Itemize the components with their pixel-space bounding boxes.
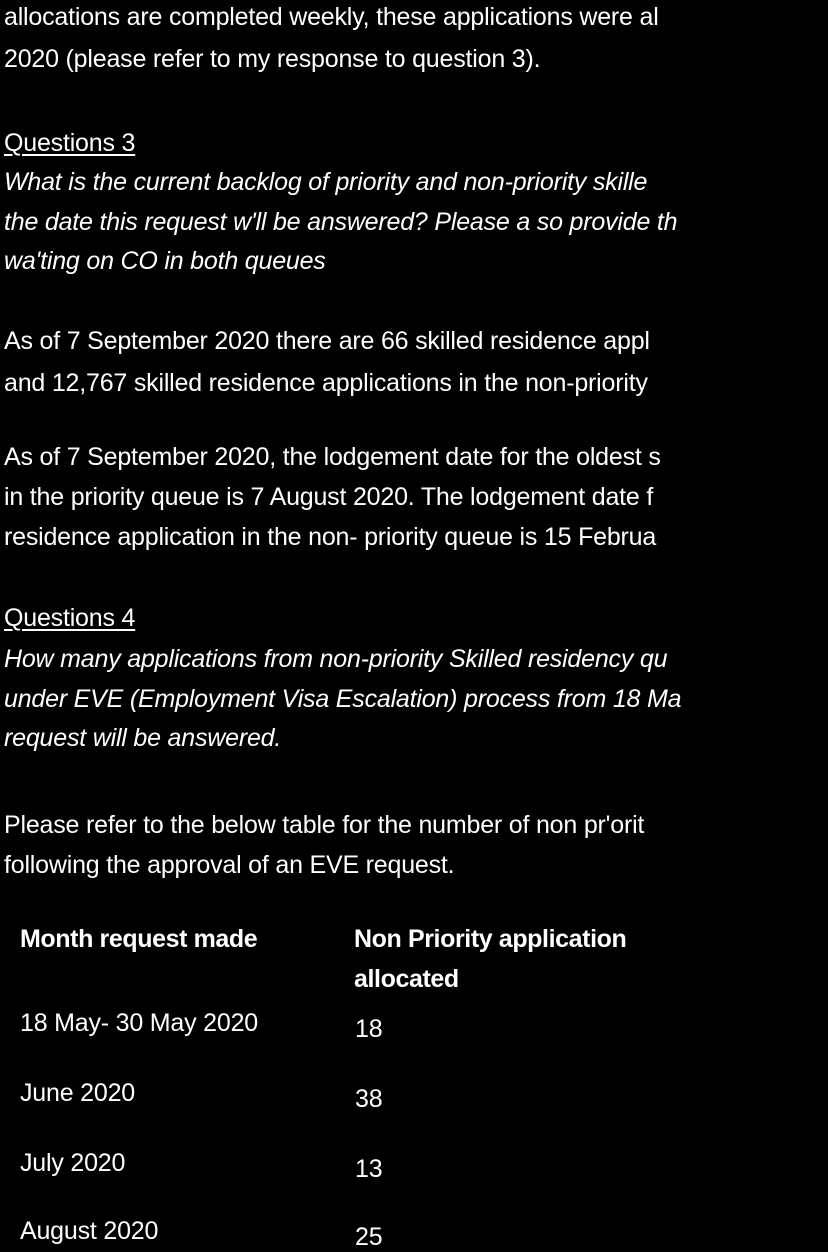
table-row-4-month: August 2020	[20, 1217, 159, 1245]
table-row-3-month: July 2020	[20, 1149, 126, 1177]
answer-3b-line-1: As of 7 September 2020, the lodgement date for the oldest s	[4, 443, 661, 471]
question-3-line-1: What is the current backlog of priority and non-priority skille	[4, 168, 648, 196]
question-4-line-3: request will be answered.	[4, 724, 282, 752]
answer-4-line-2: following the approval of an EVE request.	[4, 851, 455, 879]
answer-3b-line-2: in the priority queue is 7 August 2020. The lodgement date f	[4, 483, 654, 511]
table-header-month: Month request made	[20, 925, 258, 953]
question-4-line-1: How many applications from non-priority Skilled residency qu	[4, 645, 668, 673]
answer-4-line-1: Please refer to the below table for the number of non pr'orit	[4, 811, 645, 839]
question-3-line-2: the date this request w'll be answered? Please a so provide th	[4, 208, 678, 236]
answer-3b-line-3: residence application in the non- priority queue is 15 Februa	[4, 523, 657, 551]
question-3-line-3: wa'ting on CO in both queues	[4, 247, 326, 275]
table-row-3-count: 13	[355, 1155, 383, 1183]
question-4-heading: Questions 4	[4, 604, 136, 632]
table-header-allocated-cont: allocated	[354, 965, 459, 993]
table-row-1-count: 18	[355, 1015, 383, 1043]
intro-line-1: allocations are completed weekly, these applications were al	[4, 3, 659, 31]
table-row-2-count: 38	[355, 1085, 383, 1113]
table-row-1-month: 18 May- 30 May 2020	[20, 1009, 258, 1037]
table-row-2-month: June 2020	[20, 1079, 135, 1107]
intro-line-2: 2020 (please refer to my response to question 3).	[4, 45, 541, 73]
answer-3a-line-2: and 12,767 skilled residence applications in the non-priority	[4, 369, 648, 397]
question-4-line-2: under EVE (Employment Visa Escalation) process from 18 Ma	[4, 685, 682, 713]
table-header-allocated: Non Priority application	[354, 925, 627, 953]
answer-3a-line-1: As of 7 September 2020 there are 66 skilled residence appl	[4, 327, 650, 355]
table-row-4-count: 25	[355, 1223, 383, 1251]
question-3-heading: Questions 3	[4, 129, 136, 157]
